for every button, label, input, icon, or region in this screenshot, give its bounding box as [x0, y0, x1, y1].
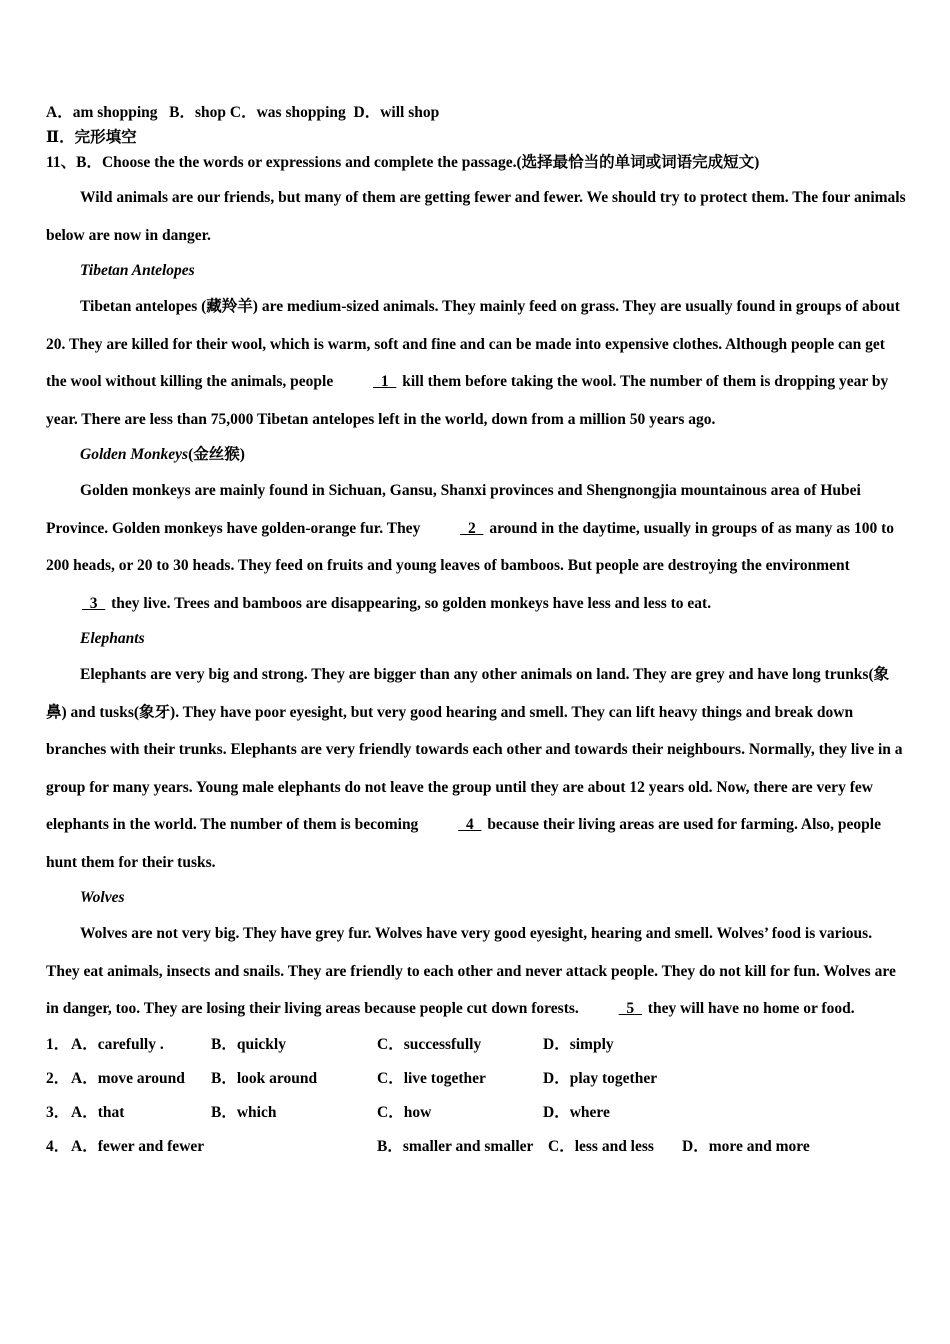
- blank-3: [46, 585, 107, 623]
- option-number: 1．: [46, 1035, 70, 1053]
- option-a: A．carefully .: [71, 1035, 164, 1053]
- question-header: 11、B．Choose the the words or expressions and complete the passage.(选择最恰当的单词或词语完成短文): [46, 154, 760, 171]
- options-row-1: [46, 1028, 908, 1062]
- antelopes-heading: [46, 254, 908, 288]
- option-a: A．move around: [71, 1069, 185, 1087]
- elephants-text-1: Elephants are very big and strong. They are bigger than any other animals on land. They are grey and have long trunks(象鼻) and tusks(象牙). They have poor eyesight, but very good hearing and smell. They can lift heavy things and break down branches with their trunks. Elephants are very friendly towards each other and towards their neighbours. Normally, they live in a group for many years. Young male elephants do not leave the group until they are about 12 years old. Now, there are very few elephants in the world. The number of them is becoming: [46, 666, 903, 833]
- monkeys-heading: [46, 438, 908, 472]
- monkeys-text-3: they live. Trees and bamboos are disappearing, so golden monkeys have less and less to eat.: [107, 594, 712, 612]
- option-d: D．play together: [543, 1069, 658, 1087]
- option-b: B．look around: [211, 1069, 318, 1087]
- antelopes-text-2: kill them before taking the wool. The number of them is dropping year by year. There are less than 75,000 Tibetan antelopes left in the world, down from a million 50 years ago.: [46, 373, 889, 428]
- document-page: [46, 100, 908, 1164]
- option-number: 4．: [46, 1137, 70, 1155]
- option-number: 3．: [46, 1103, 70, 1121]
- monkeys-paragraph: [46, 472, 908, 622]
- wolves-heading: [46, 881, 908, 915]
- blank-4: [422, 806, 483, 844]
- option-b: B．smaller and smaller: [377, 1137, 534, 1155]
- monkeys-text-1: Golden monkeys are mainly found in Sichuan, Gansu, Shanxi provinces and Shengnongjia mountainous area of Hubei Province. Golden monkeys have golden-orange fur. They: [46, 482, 861, 537]
- options-row-3: [46, 1096, 908, 1130]
- wolves-paragraph: [46, 915, 908, 1028]
- option-number: 2．: [46, 1069, 70, 1087]
- wolves-text-1: Wolves are not very big. They have grey fur. Wolves have very good eyesight, hearing and smell. Wolves’ food is various. They eat animals, insects and snails. They are friendly to each other and never attack people. They do not kill for fun. Wolves are in danger, too. They are losing their living areas because people cut down forests.: [46, 925, 896, 1017]
- antelopes-paragraph: [46, 288, 908, 438]
- blank-4-number: 4: [465, 816, 474, 833]
- blank-5: [583, 990, 644, 1028]
- section-title: Ⅱ．完形填空: [46, 129, 137, 146]
- option-a: A．fewer and fewer: [71, 1137, 205, 1155]
- elephants-heading: [46, 622, 908, 656]
- wolves-text-2: they will have no home or food.: [643, 1000, 855, 1017]
- option-c: C．successfully: [377, 1035, 482, 1053]
- option-c: C．how: [377, 1103, 432, 1121]
- intro-paragraph: Wild animals are our friends, but many of them are getting fewer and fewer. We should try to protect them. The four animals below are now in danger.: [46, 189, 906, 244]
- option-d: D．where: [543, 1103, 610, 1121]
- antelopes-title: Tibetan Antelopes: [80, 262, 195, 279]
- blank-2-number: 2: [467, 519, 476, 537]
- options-row-4: [46, 1130, 908, 1164]
- previous-question-options: A．am shopping B．shop C．was shopping D．will shop: [46, 104, 440, 121]
- option-b: B．which: [211, 1103, 277, 1121]
- antelopes-text-1: Tibetan antelopes (藏羚羊) are medium-sized animals. They mainly feed on grass. They are usually found in groups of about 20. They are killed for their wool, which is warm, soft and fine and can be made into expensive clothes. Although people can get the wool without killing the animals, people: [46, 298, 900, 390]
- wolves-title: Wolves: [80, 889, 125, 906]
- monkeys-title-cn: (金丝猴): [188, 446, 245, 463]
- elephants-title: Elephants: [80, 630, 145, 647]
- option-d: D．simply: [543, 1035, 614, 1053]
- blank-1: [337, 363, 398, 401]
- blank-2: [424, 510, 485, 548]
- monkeys-text-2: around in the daytime, usually in groups of as many as 100 to 200 heads, or 20 to 30 heads. They feed on fruits and young leaves of bamboos. But people are destroying the environment: [46, 519, 894, 574]
- blank-1-number: 1: [380, 373, 389, 390]
- option-c: C．live together: [377, 1069, 486, 1087]
- option-c: C．less and less: [548, 1137, 654, 1155]
- elephants-text-2: because their living areas are used for farming. Also, people hunt them for their tusks.: [46, 816, 881, 871]
- options-row-2: [46, 1062, 908, 1096]
- monkeys-title: Golden Monkeys: [80, 446, 189, 463]
- blank-3-number: 3: [89, 594, 98, 612]
- option-b: B．quickly: [211, 1035, 286, 1053]
- blank-5-number: 5: [626, 1000, 635, 1017]
- elephants-paragraph: [46, 656, 908, 881]
- option-a: A．that: [71, 1103, 125, 1121]
- option-d: D．more and more: [682, 1137, 810, 1155]
